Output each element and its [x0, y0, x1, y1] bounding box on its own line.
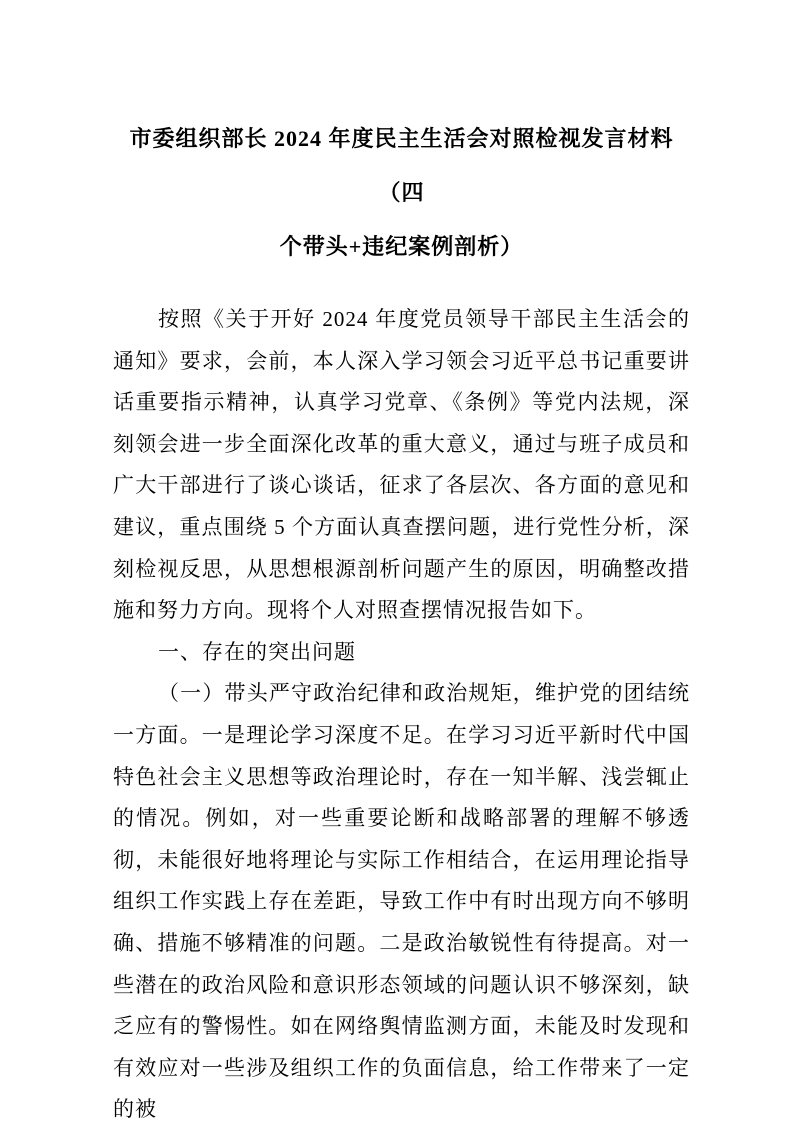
document-title-line-1: 市委组织部长 2024 年度民主生活会对照检视发言材料（四: [129, 126, 674, 205]
document-title: [113, 112, 690, 274]
paragraph-section-one: （一）带头严守政治纪律和政治规矩，维护党的团结统一方面。一是理论学习深度不足。在学习习近平新时代中国特色社会主义思想等政治理论时，存在一知半解、浅尝辄止的情况。例如，对一些重要论断和战略部署的理解不够透彻，未能很好地将理论与实际工作相结合，在运用理论指导组织工作实践上存在差距，导致工作中有时出现方向不够明确、措施不够精准的问题。二是政治敏锐性有待提高。对一些潜在的政治风险和意识形态领域的问题认识不够深刻，缺乏应有的警惕性。如在网络舆情监测方面，未能及时发现和有效应对一些涉及组织工作的负面信息，给工作带来了一定的被: [113, 681, 690, 1122]
document-title-line-2: 个带头+违纪案例剖析）: [279, 234, 524, 259]
section-heading-problems: 一、存在的突出问题: [158, 639, 356, 664]
paragraph-intro: 按照《关于开好 2024 年度党员领导干部民主生活会的通知》要求，会前，本人深入学习领会习近平总书记重要讲话重要指示精神，认真学习党章、《条例》等党内法规，深刻领会进一步全面深化改革的重大意义，通过与班子成员和广大干部进行了谈心谈话，征求了各层次、各方面的意见和建议，重点围绕 5 个方面认真查摆问题，进行党性分析，深刻检视反思，从思想根源剖析问题产生的原因，明确整改措施和努力方向。现将个人对照查摆情况报告如下。: [113, 307, 690, 623]
document-body: [113, 299, 690, 1122]
